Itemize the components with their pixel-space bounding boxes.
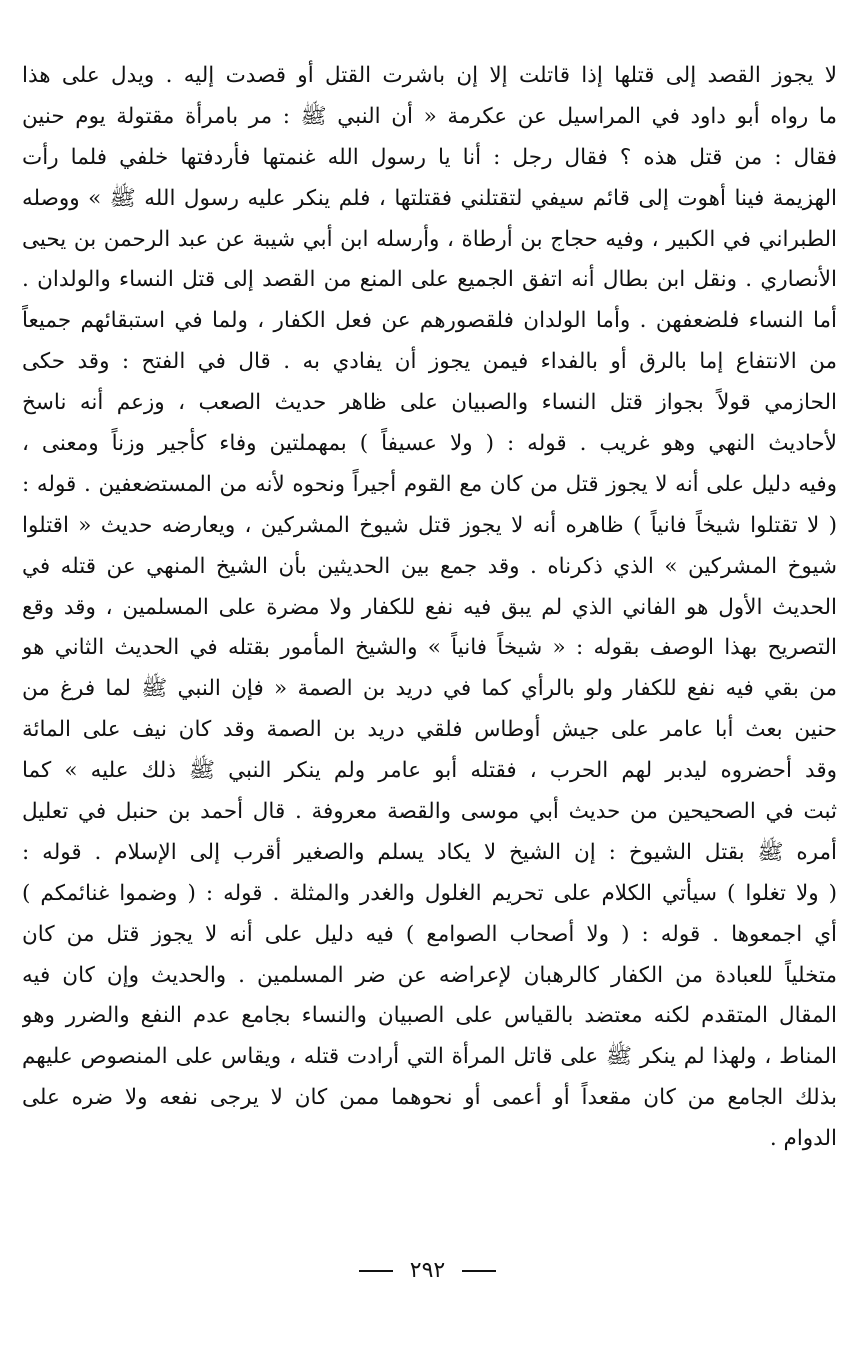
text-line: لا يجوز القصد إلى قتلها إذا قاتلت إلا إن باشرت القتل أو قصدت إليه . ويدل على هذا	[22, 63, 837, 88]
page-number	[0, 1256, 855, 1286]
text-line: ما رواه أبو داود في المراسيل عن عكرمة « أن النبي ﷺ : مر بامرأة مقتولة يوم حنين	[22, 103, 837, 129]
text-line: الحازمي قولاً بجواز قتل النساء والصبيان على ظاهر حديث الصعب ، وزعم أنه ناسخ	[22, 390, 837, 416]
text-line: الطبراني في الكبير ، وفيه حجاج بن أرطاة ، وأرسله ابن أبي شيبة عن عبد الرحمن بن يحيى	[22, 226, 837, 252]
text-line: الهزيمة فينا أهوت إلى قائم سيفي لتقتلني فقتلتها ، فلم ينكر عليه رسول الله ﷺ » ووصله	[22, 185, 837, 211]
page-number-dash-left	[359, 1270, 393, 1272]
text-line: المقال المتقدم لكنه معتضد بالقياس على الصبيان والنساء بجامع عدم النفع والضرر وهو	[22, 1003, 837, 1029]
text-line: وقد أحضروه ليدبر لهم الحرب ، فقتله أبو عامر ولم ينكر النبي ﷺ ذلك عليه » كما	[22, 758, 837, 784]
text-line: التصريح بهذا الوصف بقوله : « شيخاً فانياً » والشيخ المأمور بقتله في الحديث الثاني هو	[22, 635, 837, 661]
text-line: متخلياً للعبادة من الكفار كالرهبان لإعراضه عن ضر المسلمين . والحديث وإن كان فيه	[22, 962, 837, 988]
text-line: ( ولا تغلوا ) سيأتي الكلام على تحريم الغلول والغدر والمثلة . قوله : ( وضموا غنائمكم )	[22, 880, 837, 906]
page-number-value: ٢٩٢	[409, 1258, 446, 1283]
text-line: ثبت في الصحيحين من حديث أبي موسى والقصة معروفة . قال أحمد بن حنبل في تعليل	[22, 799, 837, 825]
text-line: بذلك الجامع من كان مقعداً أو أعمى أو نحوهما ممن كان لا يرجى نفعه ولا ضره على	[22, 1085, 837, 1111]
text-line: ( لا تقتلوا شيخاً فانياً ) ظاهره أنه لا يجوز قتل شيوخ المشركين ، ويعارضه حديث « اقتلوا	[22, 512, 837, 538]
text-line: فقال : من قتل هذه ؟ فقال رجل : أنا يا رسول الله غنمتها فأردفتها خلفي فلما رأت	[22, 144, 837, 170]
text-line: أمره ﷺ بقتل الشيوخ : إن الشيخ لا يكاد يسلم والصغير أقرب إلى الإسلام . قوله :	[22, 839, 837, 865]
text-line: من الانتفاع إما بالرق أو بالفداء فيمن يجوز أن يفادي به . قال في الفتح : وقد حكى	[22, 349, 837, 375]
text-line: وفيه دليل على أنه لا يجوز قتل من كان مع القوم أجيراً ونحوه لأنه من المستضعفين . قوله :	[22, 471, 837, 497]
text-line: الدوام .	[769, 1126, 837, 1152]
text-line: أما النساء فلضعفهن . وأما الولدان فلقصورهم عن فعل الكفار ، ولما في استبقائهم جميعاً	[22, 308, 837, 334]
text-line: الحديث الأول هو الفاني الذي لم يبق فيه نفع للكفار ولا مضرة على المسلمين ، وقد وقع	[22, 594, 837, 620]
text-line: الأنصاري . ونقل ابن بطال أنه اتفق الجميع على المنع من القصد إلى قتل النساء والولدان .	[22, 267, 837, 293]
text-line: أي اجمعوها . قوله : ( ولا أصحاب الصوامع ) فيه دليل على أنه لا يجوز قتل من كان	[22, 921, 837, 947]
text-line: المناط ، ولهذا لم ينكر ﷺ على قاتل المرأة التي أرادت قتله ، ويقاس على المنصوص عليهم	[22, 1044, 837, 1070]
text-line: حنين بعث أبا عامر على جيش أوطاس فلقي دريد بن الصمة وقد كان نيف على المائة	[22, 717, 837, 743]
page-number-dash-right	[462, 1270, 496, 1272]
text-line: لأحاديث النهي وهو غريب . قوله : ( ولا عسيفاً ) بمهملتين وفاء كأجير وزناً ومعنى ،	[22, 431, 837, 457]
text-line: من بقي فيه نفع للكفار ولو بالرأي كما في دريد بن الصمة « فإن النبي ﷺ لما فرغ من	[22, 676, 837, 702]
text-line: شيوخ المشركين » الذي ذكرناه . وقد جمع بين الحديثين بأن الشيخ المنهي عن قتله في	[22, 553, 837, 579]
body-text	[22, 56, 837, 1160]
